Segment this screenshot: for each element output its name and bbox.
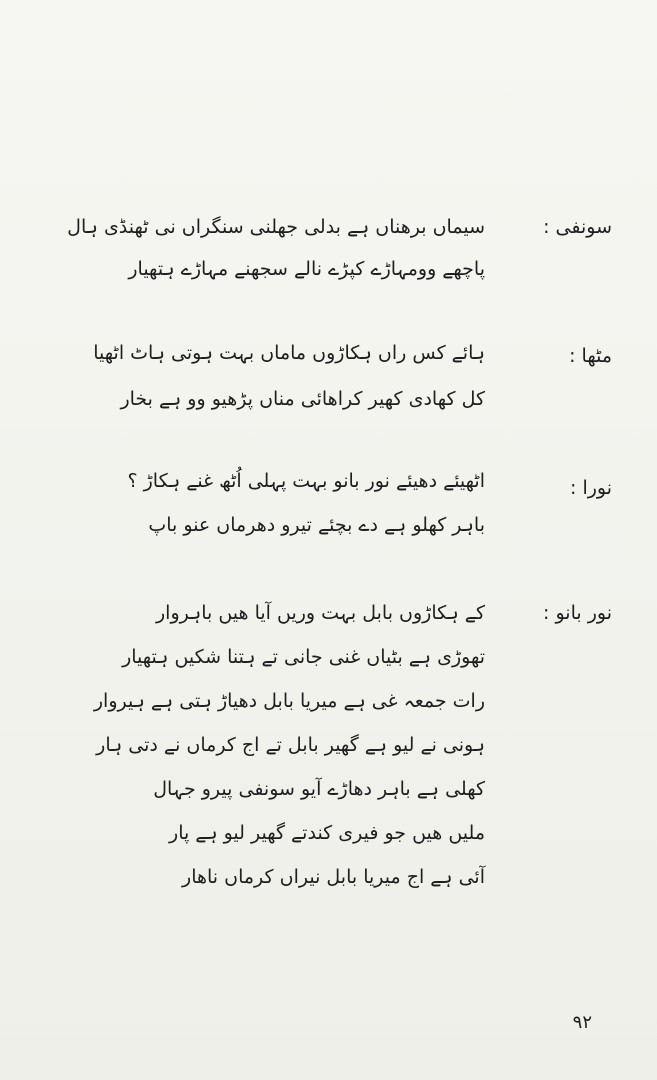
verse-line: ملیں ھیں جو فیری کندتے گھیر لیو ہے پار — [169, 822, 485, 844]
verse-line: ہائے کس راں ہکاڑوں ماماں بہت ہوتی ہاٹ اٹھیا — [93, 342, 485, 364]
verse-line: سیماں برھناں ہے بدلی جھلنی سنگراں نی ٹھنڈی ہال — [67, 216, 485, 238]
verse-line: کے ہکاڑوں بابل بہت وریں آیا ھیں باہروار — [155, 602, 485, 624]
verse-line: تھوڑی ہے بٹیاں غنی جانی تے ہتنا شکیں ہتھیار — [122, 646, 485, 668]
speaker-label: سونفی : — [543, 216, 612, 238]
verse-line: کھلی ہے باہر دھاڑے آیو سونفی پیرو جہال — [153, 778, 485, 800]
verse-line: باہر کھلو ہے دے بچئے تیرو دھرماں عنو باپ — [148, 514, 485, 536]
verse-line: ہونی نے لیو ہے گھیر بابل تے اج کرماں نے دتی ہار — [96, 734, 485, 756]
speaker-label: نور بانو : — [543, 602, 612, 624]
verse-line: آئی ہے اج میریا بابل نیراں کرماں ناھار — [182, 866, 485, 888]
verse-line: رات جمعہ غی ہے میریا بابل دھیاڑ ہتی ہے ہیروار — [93, 690, 485, 712]
page-number: ۹۲ — [572, 1012, 592, 1033]
verse-line: کل کھادی کھیر کراھائی مناں پڑھیو وو ہے بخار — [120, 388, 485, 410]
speaker-label: نورا : — [570, 477, 612, 499]
verse-line: اٹھیئے دھیئے نور بانو بہت پہلی اُٹھ غنے ہکاڑ ؟ — [127, 470, 485, 492]
verse-line: پاچھے وومہاڑے کپڑے نالے سجھنے مہاڑے ہتھیار — [128, 258, 485, 280]
speaker-label: مٹھا : — [569, 345, 612, 367]
